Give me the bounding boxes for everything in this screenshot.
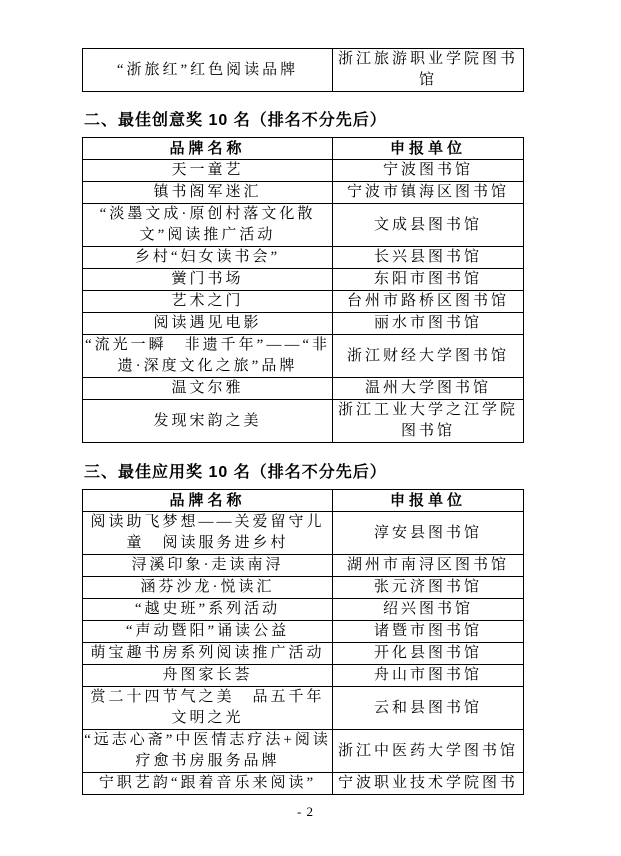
column-header: 品牌名称 xyxy=(83,138,333,160)
applicant-unit-cell: 温州大学图书馆 xyxy=(333,378,524,400)
brand-name-cell: “流光一瞬 非遗千年”——“非遗·深度文化之旅”品牌 xyxy=(83,335,333,378)
brand-name-cell: 艺术之门 xyxy=(83,291,333,313)
applicant-unit-cell: 宁波图书馆 xyxy=(333,160,524,182)
applicant-unit-cell: 绍兴图书馆 xyxy=(333,599,524,621)
applicant-unit-cell: 张元济图书馆 xyxy=(333,577,524,599)
section-heading-creativity-award: 二、最佳创意奖 10 名（排名不分先后） xyxy=(84,112,387,129)
table-row xyxy=(83,49,524,92)
applicant-unit-cell: 宁波职业技术学院图书 xyxy=(333,773,524,795)
applicant-unit-cell: 云和县图书馆 xyxy=(333,687,524,730)
table-row xyxy=(83,378,524,400)
applicant-unit-cell: 文成县图书馆 xyxy=(333,204,524,247)
applicant-unit-cell: 宁波市镇海区图书馆 xyxy=(333,182,524,204)
table-row xyxy=(83,400,524,443)
page-number: - 2 xyxy=(296,804,315,819)
applicant-unit-cell: 浙江旅游职业学院图书馆 xyxy=(333,49,524,92)
table-header-row xyxy=(83,490,524,512)
brand-name-cell: 赏二十四节气之美 品五千年文明之光 xyxy=(83,687,333,730)
brand-name-cell: 镇书阁军迷汇 xyxy=(83,182,333,204)
column-header: 品牌名称 xyxy=(83,490,333,512)
applicant-unit-cell: 诸暨市图书馆 xyxy=(333,621,524,643)
table-row xyxy=(83,335,524,378)
brand-name-cell: 舟图家长荟 xyxy=(83,665,333,687)
applicant-unit-cell: 浙江中医药大学图书馆 xyxy=(333,730,524,773)
table-row xyxy=(83,665,524,687)
table-row xyxy=(83,577,524,599)
table-row xyxy=(83,599,524,621)
brand-name-cell: 天一童艺 xyxy=(83,160,333,182)
column-header: 申报单位 xyxy=(333,490,524,512)
applicant-unit-cell: 开化县图书馆 xyxy=(333,643,524,665)
table-row xyxy=(83,160,524,182)
table-header-row xyxy=(83,138,524,160)
brand-name-cell: 发现宋韵之美 xyxy=(83,400,333,443)
table-row xyxy=(83,773,524,795)
brand-name-cell: 阅读助飞梦想——关爱留守儿童 阅读服务进乡村 xyxy=(83,512,333,555)
applicant-unit-cell: 浙江财经大学图书馆 xyxy=(333,335,524,378)
table-row xyxy=(83,621,524,643)
table-row xyxy=(83,313,524,335)
table-row xyxy=(83,555,524,577)
brand-name-cell: 温文尔雅 xyxy=(83,378,333,400)
table-row xyxy=(83,247,524,269)
creativity-award-table xyxy=(82,137,524,443)
section-heading-application-award: 三、最佳应用奖 10 名（排名不分先后） xyxy=(84,464,387,481)
brand-name-cell: 涵芬沙龙·悦读汇 xyxy=(83,577,333,599)
applicant-unit-cell: 东阳市图书馆 xyxy=(333,269,524,291)
brand-name-cell: “声动暨阳”诵读公益 xyxy=(83,621,333,643)
brand-name-cell: 阅读遇见电影 xyxy=(83,313,333,335)
table-row xyxy=(83,269,524,291)
applicant-unit-cell: 长兴县图书馆 xyxy=(333,247,524,269)
column-header: 申报单位 xyxy=(333,138,524,160)
brand-name-cell: “越史班”系列活动 xyxy=(83,599,333,621)
table-row xyxy=(83,643,524,665)
applicant-unit-cell: 浙江工业大学之江学院图书馆 xyxy=(333,400,524,443)
brand-name-cell: 乡村“妇女读书会” xyxy=(83,247,333,269)
applicant-unit-cell: 舟山市图书馆 xyxy=(333,665,524,687)
table-row xyxy=(83,512,524,555)
applicant-unit-cell: 丽水市图书馆 xyxy=(333,313,524,335)
table-row xyxy=(83,687,524,730)
table-row xyxy=(83,291,524,313)
brand-name-cell: “远志心斋”中医情志疗法+阅读疗愈书房服务品牌 xyxy=(83,730,333,773)
table-row xyxy=(83,730,524,773)
brand-name-cell: “淡墨文成·原创村落文化散文”阅读推广活动 xyxy=(83,204,333,247)
brand-name-cell: 浔溪印象·走读南浔 xyxy=(83,555,333,577)
table-row xyxy=(83,204,524,247)
brand-name-cell: 黉门书场 xyxy=(83,269,333,291)
continuation-table xyxy=(82,48,524,92)
brand-name-cell: 萌宝趣书房系列阅读推广活动 xyxy=(83,643,333,665)
table-row xyxy=(83,182,524,204)
applicant-unit-cell: 台州市路桥区图书馆 xyxy=(333,291,524,313)
applicant-unit-cell: 淳安县图书馆 xyxy=(333,512,524,555)
brand-name-cell: “浙旅红”红色阅读品牌 xyxy=(83,49,333,92)
brand-name-cell: 宁职艺韵“跟着音乐来阅读” xyxy=(83,773,333,795)
applicant-unit-cell: 湖州市南浔区图书馆 xyxy=(333,555,524,577)
application-award-table xyxy=(82,489,524,795)
